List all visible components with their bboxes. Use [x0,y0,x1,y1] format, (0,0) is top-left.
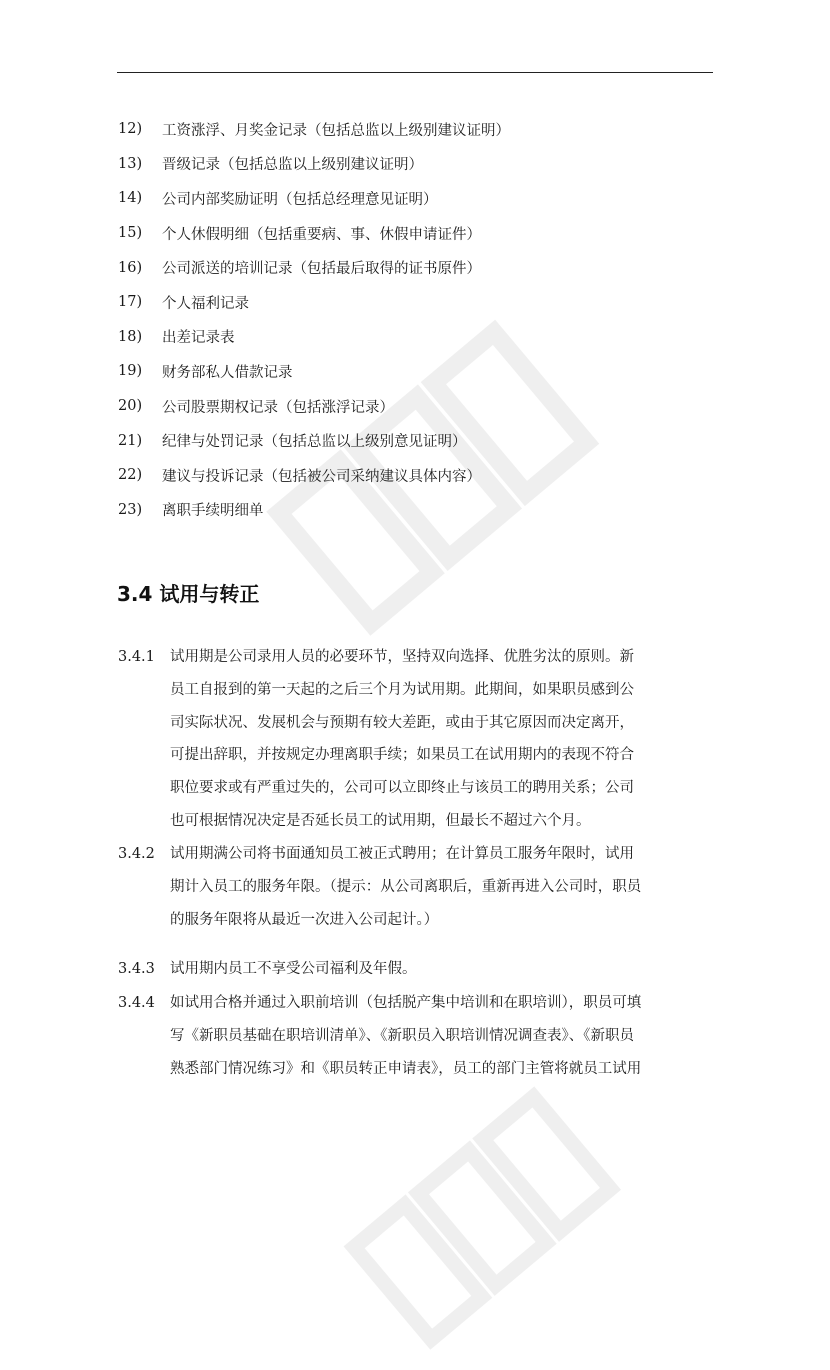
list-item-text: 公司派送的培训记录（包括最后取得的证书原件） [162,261,481,278]
paragraph-line: 试用期满公司将书面通知员工被正式聘用；在计算员工服务年限时，试用 [170,846,634,862]
list-item-text: 工资涨浮、月奖金记录（包括总监以上级别建议证明） [162,122,510,139]
list-item-text: 纪律与处罚记录（包括总监以上级别意见证明） [162,434,467,451]
list-item [118,389,510,424]
list-item-text: 晋级记录（包括总监以上级别建议证明） [162,157,423,174]
paragraph-number: 3.4.3 [118,961,155,977]
paragraph-line: 期计入员工的服务年限。（提示：从公司离职后，重新再进入公司时，职员 [170,878,642,895]
record-list [118,112,510,527]
paragraph-line: 员工自报到的第一天起的之后三个月为试用期。此期间，如果职员感到公 [170,681,634,698]
header-rule [117,72,713,73]
paragraph-line: 司实际状况、发展机会与预期有较大差距，或由于其它原因而决定离开， [170,714,634,731]
paragraph-line: 也可根据情况决定是否延长员工的试用期，但最长不超过六个月。 [170,812,591,829]
paragraph-number: 3.4.1 [118,649,155,665]
list-item-text: 出差记录表 [162,330,235,347]
paragraph-line: 熟悉部门情况练习》和《职员转正申请表》，员工的部门主管将就员工试用 [170,1060,642,1077]
paragraph-3-4-2 [118,838,718,936]
list-item-number: 15) [118,225,143,242]
paragraph-line: 职位要求或有严重过失的，公司可以立即终止与该员工的聘用关系；公司 [170,780,634,797]
list-item-number: 13) [118,155,143,172]
paragraph-line: 试用期内员工不享受公司福利及年假。 [170,961,417,977]
list-item-number: 20) [118,398,143,415]
list-item-number: 21) [118,432,143,449]
paragraph-3-4-4 [118,987,718,1085]
list-item [118,216,510,251]
list-item-number: 22) [118,467,143,484]
list-item [118,285,510,320]
list-item [118,181,510,216]
list-item-number: 23) [118,501,143,518]
list-item [118,147,510,182]
list-item-text: 公司股票期权记录（包括涨浮记录） [162,399,394,416]
list-item [118,320,510,355]
list-item-number: 16) [118,259,143,276]
list-item [118,458,510,493]
paragraph-3-4-1 [118,641,718,838]
list-item-text: 财务部私人借款记录 [162,364,293,381]
paragraph-line: 试用期是公司录用人员的必要环节，坚持双向选择、优胜劣汰的原则。新 [170,649,634,665]
watermark-graphic-bottom [330,1070,630,1370]
list-item-number: 18) [118,328,143,345]
paragraph-line: 写《新职员基础在职培训清单》、《新职员入职培训情况调查表》、《新职员 [170,1027,634,1044]
list-item-text: 建议与投诉记录（包括被公司采纳建议具体内容） [162,468,481,485]
list-item [118,493,510,528]
list-item-number: 19) [118,363,143,380]
list-item [118,423,510,458]
list-item-text: 离职手续明细单 [162,503,264,520]
list-item [118,250,510,285]
list-item-text: 个人福利记录 [162,295,249,312]
paragraph-number: 3.4.2 [118,846,155,862]
paragraph-line: 的服务年限将从最近一次进入公司起计。） [170,911,439,928]
paragraph-3-4-3 [118,953,718,986]
list-item-text: 公司内部奖励证明（包括总经理意见证明） [162,191,438,208]
list-item-number: 14) [118,190,143,207]
list-item [118,354,510,389]
list-item-text: 个人休假明细（包括重要病、事、休假申请证件） [162,226,481,243]
list-item-number: 17) [118,294,143,311]
list-item [118,112,510,147]
section-heading: 3.4 试用与转正 [117,582,260,606]
paragraph-line: 可提出辞职，并按规定办理离职手续；如果员工在试用期内的表现不符合 [170,747,634,764]
list-item-number: 12) [118,121,143,138]
paragraph-line: 如试用合格并通过入职前培训（包括脱产集中培训和在职培训），职员可填 [170,995,642,1011]
paragraph-number: 3.4.4 [118,995,155,1011]
